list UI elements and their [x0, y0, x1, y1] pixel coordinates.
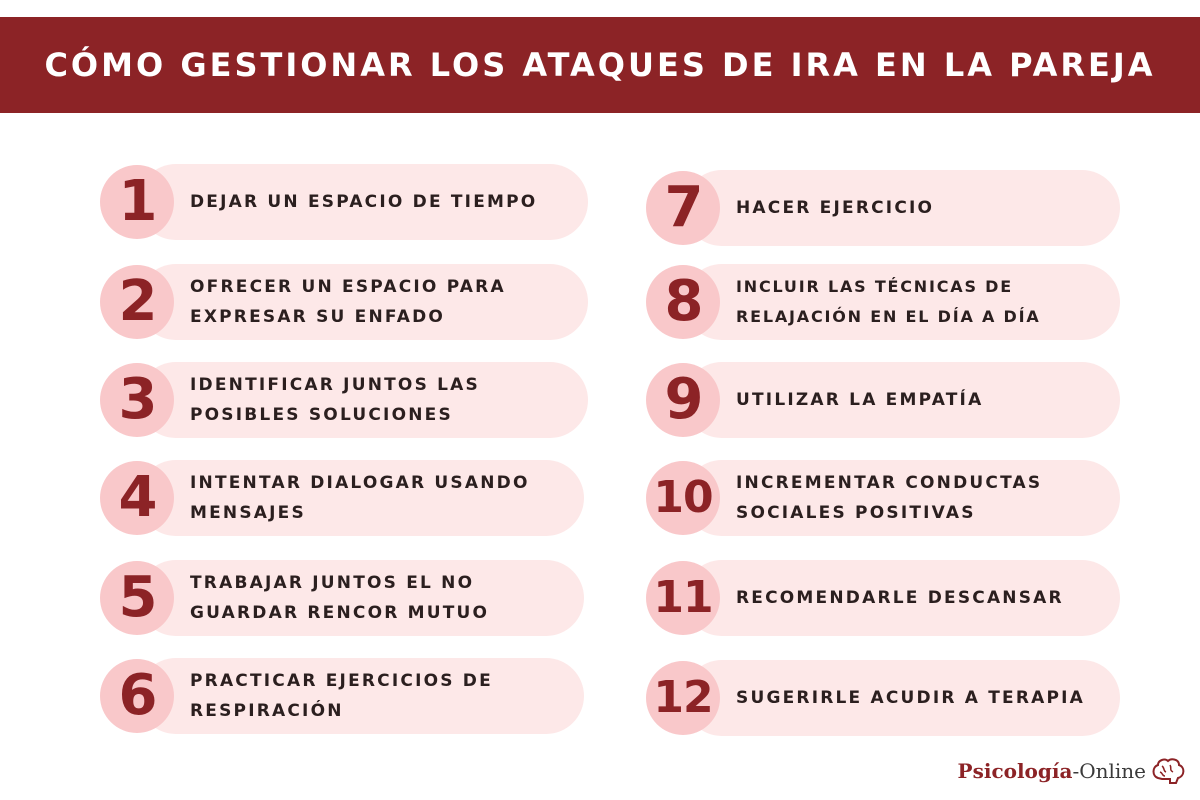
number-badge	[100, 461, 174, 535]
item-text: INCREMENTAR CONDUCTAS SOCIALES POSITIVAS	[736, 473, 1043, 523]
number-badge	[100, 561, 174, 635]
brand-logo[interactable]	[958, 756, 1186, 786]
logo-brand: Psicología	[957, 759, 1073, 783]
item-number: 4	[118, 465, 156, 530]
list-item-6	[100, 658, 584, 734]
list-item-7	[646, 170, 1120, 246]
list-item-1	[100, 164, 588, 240]
item-text: UTILIZAR LA EMPATÍA	[736, 390, 984, 410]
logo-suffix: -Online	[1072, 759, 1146, 783]
item-text: TRABAJAR JUNTOS EL NO GUARDAR RENCOR MUTUO	[190, 573, 490, 623]
item-text: INTENTAR DIALOGAR USANDO MENSAJES	[190, 473, 530, 523]
number-badge	[646, 171, 720, 245]
item-number: 2	[118, 269, 156, 334]
item-number: 7	[664, 175, 702, 240]
list-item-3	[100, 362, 588, 438]
item-number: 9	[664, 367, 702, 432]
list-item-11	[646, 560, 1120, 636]
number-badge	[100, 659, 174, 733]
number-badge	[100, 265, 174, 339]
number-badge	[646, 461, 720, 535]
page-title: CÓMO GESTIONAR LOS ATAQUES DE IRA EN LA PAREJA	[44, 46, 1156, 84]
item-text: IDENTIFICAR JUNTOS LAS POSIBLES SOLUCIONES	[190, 375, 480, 425]
list-item-8	[646, 264, 1120, 340]
item-number: 12	[653, 672, 713, 723]
item-number: 8	[664, 269, 702, 334]
brain-icon	[1150, 756, 1186, 786]
logo-text	[958, 759, 1146, 783]
list-item-10	[646, 460, 1120, 536]
number-badge	[646, 561, 720, 635]
number-badge	[646, 661, 720, 735]
item-text: OFRECER UN ESPACIO PARA EXPRESAR SU ENFADO	[190, 277, 506, 327]
item-text: INCLUIR LAS TÉCNICAS DE RELAJACIÓN EN EL DÍA A DÍA	[736, 277, 1041, 326]
list-item-4	[100, 460, 584, 536]
item-number: 10	[653, 472, 713, 523]
list-item-12	[646, 660, 1120, 736]
number-badge	[100, 165, 174, 239]
list-item-9	[646, 362, 1120, 438]
number-badge	[100, 363, 174, 437]
item-number: 1	[118, 169, 156, 234]
item-number: 11	[653, 572, 713, 623]
item-number: 6	[118, 663, 156, 728]
item-text: DEJAR UN ESPACIO DE TIEMPO	[190, 192, 538, 212]
number-badge	[646, 363, 720, 437]
number-badge	[646, 265, 720, 339]
item-text: HACER EJERCICIO	[736, 198, 935, 218]
list-item-2	[100, 264, 588, 340]
title-banner	[0, 17, 1200, 113]
item-number: 3	[118, 367, 156, 432]
item-text: SUGERIRLE ACUDIR A TERAPIA	[736, 688, 1086, 708]
list-item-5	[100, 560, 584, 636]
item-text: RECOMENDARLE DESCANSAR	[736, 588, 1064, 608]
item-text: PRACTICAR EJERCICIOS DE RESPIRACIÓN	[190, 671, 493, 721]
item-number: 5	[118, 565, 156, 630]
